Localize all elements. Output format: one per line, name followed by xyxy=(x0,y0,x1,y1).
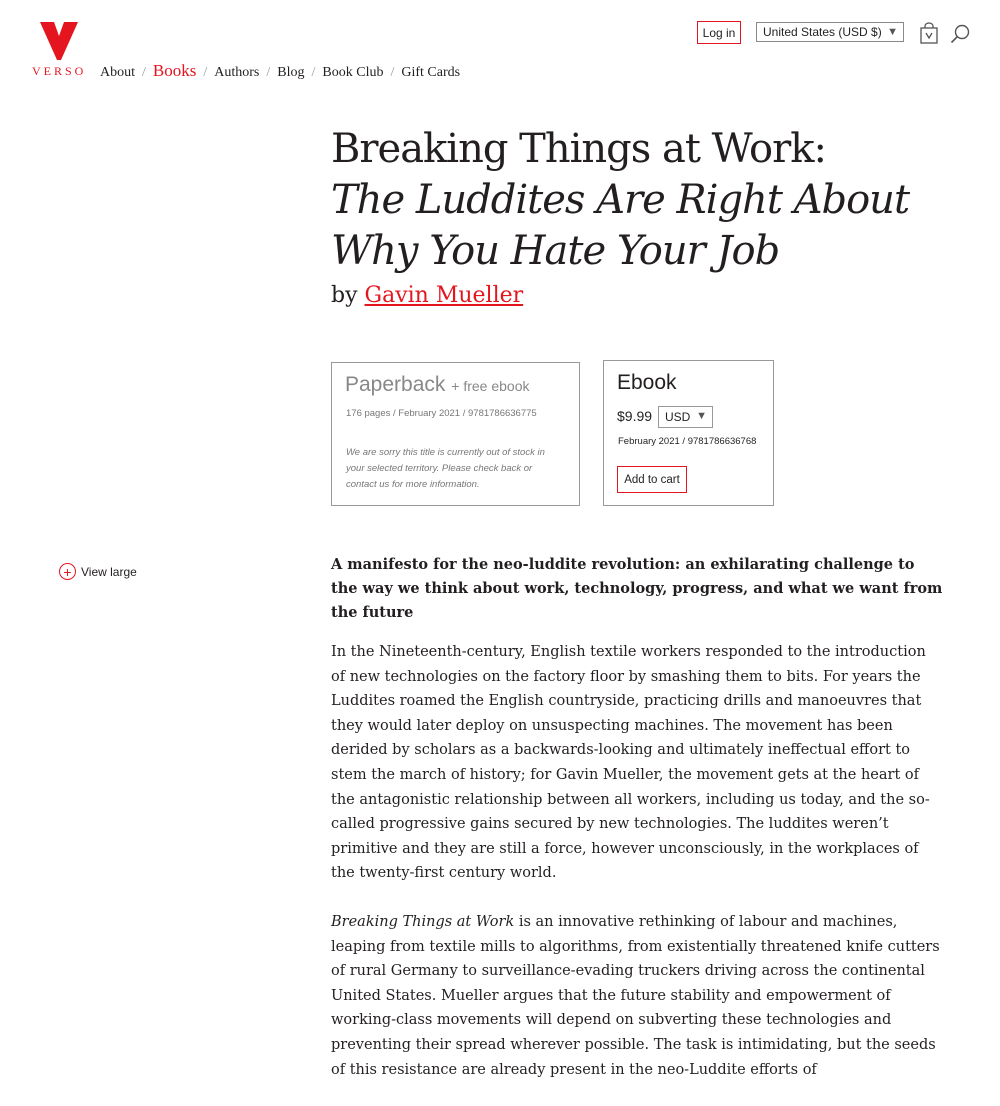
nav-separator: / xyxy=(311,65,316,80)
format-paperback xyxy=(331,362,580,506)
book-main-title: Breaking Things at Work: xyxy=(331,126,826,172)
view-large-button[interactable] xyxy=(59,563,137,580)
price-currency-select[interactable] xyxy=(658,406,713,428)
price: $9.99 xyxy=(617,408,653,424)
byline xyxy=(331,283,523,308)
description-paragraph: In the Nineteenth-century, English textile workers responded to the introduction of new technologies on the factory floor by smashing them to bits. For years the Luddites roamed the English countryside, practicing drills and manoeuvres that they would later deploy on unsuspecting machines. The movement has been derided by scholars as a backwards-looking and ultimately ineffectual effort to stem the march of history; for Gavin Mueller, the movement gets at the heart of the antagonistic relationship between all workers, including us today, and the so-called progressive gains secured by new technologies. The luddites weren’t primitive and they are still a force, however unconsciously, in the workplaces of the twenty-first century world. xyxy=(331,644,930,882)
format-name-label: Paperback xyxy=(345,373,446,396)
nav-item-gift-cards[interactable]: Gift Cards xyxy=(401,65,461,80)
logo-wordmark: VERSO xyxy=(32,64,87,78)
nav-item-books[interactable]: Books xyxy=(152,61,197,80)
nav-separator: / xyxy=(203,65,208,80)
login-button[interactable]: Log in xyxy=(697,21,741,44)
add-to-cart-button[interactable]: Add to cart xyxy=(617,466,687,493)
chevron-down-icon: ▼ xyxy=(696,410,707,422)
nav-item-authors[interactable]: Authors xyxy=(214,65,260,80)
plus-circle-icon: + xyxy=(59,563,76,580)
verso-logo[interactable] xyxy=(30,22,90,82)
description-paragraph xyxy=(331,910,943,1082)
book-title xyxy=(331,124,971,277)
price-currency-value: USD xyxy=(665,410,691,424)
format-meta: 176 pages / February 2021 / 9781786636775 xyxy=(346,408,537,419)
format-ebook xyxy=(603,360,774,506)
out-of-stock-note: We are sorry this title is currently out of stock in your selected territory. Please check back or contact us for more information. xyxy=(346,447,545,490)
view-large-label: View large xyxy=(81,564,137,579)
book-description xyxy=(331,553,943,1106)
nav-item-blog[interactable]: Blog xyxy=(277,65,305,80)
byline-prefix: by xyxy=(331,283,358,308)
search-icon[interactable] xyxy=(950,24,970,44)
nav-separator: / xyxy=(266,65,271,80)
currency-select[interactable] xyxy=(756,22,904,42)
author-link[interactable]: Gavin Mueller xyxy=(364,283,524,308)
verso-v-logo-icon xyxy=(40,22,78,60)
nav-item-book-club[interactable]: Book Club xyxy=(322,65,384,80)
book-subtitle: The Luddites Are Right About Why You Hate Your Job xyxy=(331,177,910,274)
currency-select-value: United States (USD $) xyxy=(763,25,882,39)
book-title-italic: Breaking Things at Work xyxy=(331,913,515,930)
description-lead: A manifesto for the neo-luddite revolution: an exhilarating challenge to the way we think about work, technology, progress, and what we want from the future xyxy=(331,556,943,621)
description-paragraph-text: is an innovative rethinking of labour and machines, leaping from textile mills to algorithms, from existentially threatened knife cutters of rural Germany to surveillance-evading truckers driving across the continental United States. Mueller argues that the future stability and empowerment of working-class movements will depend on subverting these technologies and preventing their spread wherever possible. The task is intimidating, but the seeds of this resistance are already present in the neo-Luddite efforts of xyxy=(331,913,940,1078)
main-nav xyxy=(100,61,460,81)
format-extra: + free ebook xyxy=(451,378,530,394)
nav-separator: / xyxy=(142,65,146,80)
format-name: Ebook xyxy=(617,371,677,394)
nav-separator: / xyxy=(390,65,395,80)
format-meta: February 2021 / 9781786636768 xyxy=(618,436,757,447)
shopping-bag-icon[interactable] xyxy=(920,22,938,44)
nav-item-about[interactable]: About xyxy=(100,65,135,80)
format-name xyxy=(345,373,529,397)
chevron-down-icon: ▼ xyxy=(887,26,898,38)
